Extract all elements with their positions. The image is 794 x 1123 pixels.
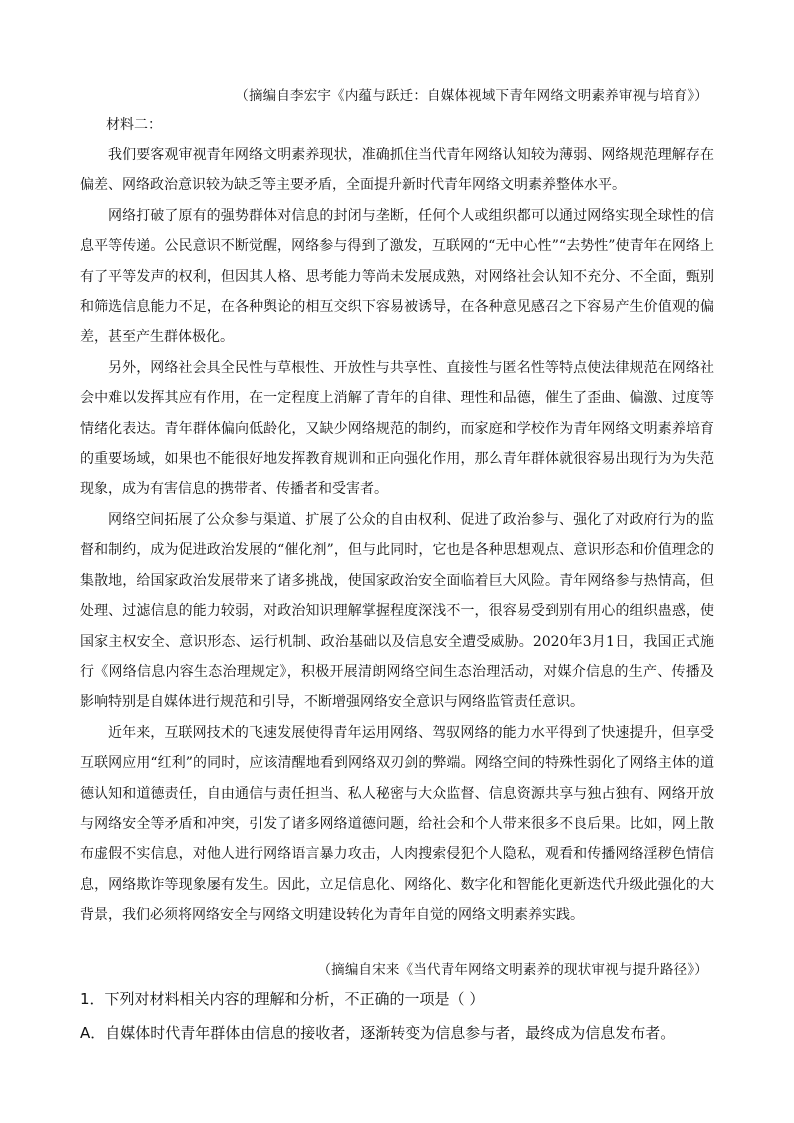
- question-1: 1．下列对材料相关内容的理解和分析，不正确的一项是（ ）: [80, 990, 485, 1008]
- paragraph-4: 网络空间拓展了公众参与渠道、扩展了公众的自由权利、促进了政治参与、强化了对政府行为的监督和制约，成为促进政治发展的“催化剂”，但与此同时，它也是各种思想观点、意识形态和价值理念的集散地，给国家政治发展带来了诸多挑战，使国家政治安全面临着巨大风险。青年网络参与热情高，但处理、过滤信息的能力较弱，对政治知识理解掌握程度深浅不一，很容易受到别有用心的组织蛊惑，使国家主权安全、意识形态、运行机制、政治基础以及信息安全遭受威胁。2020年3月1日，我国正式施行《网络信息内容生态治理规定》，积极开展清朗网络空间生态治理活动，对媒介信息的生产、传播及影响特别是自媒体进行规范和引导，不断增强网络安全意识与网络监管责任意识。: [80, 511, 714, 711]
- option-a[interactable]: A．自媒体时代青年群体由信息的接收者，逐渐转变为信息参与者，最终成为信息发布者。: [80, 1024, 676, 1042]
- material-label: 材料二：: [106, 117, 162, 133]
- source-citation-2: （摘编自宋来《当代青年网络文明素养的现状审视与提升路径》）: [317, 962, 708, 978]
- paragraph-1: 我们要客观审视青年网络文明素养现状，准确抓住当代青年网络认知较为薄弱、网络规范理解存在偏差、网络政治意识较为缺乏等主要矛盾，全面提升新时代青年网络文明素养整体水平。: [80, 147, 714, 194]
- paragraph-5: 近年来，互联网技术的飞速发展使得青年运用网络、驾驭网络的能力水平得到了快速提升，但享受互联网应用“红利”的同时，应该清醒地看到网络双刃剑的弊端。网络空间的特殊性弱化了网络主体的道德认知和道德责任，自由通信与责任担当、私人秘密与大众监督、信息资源共享与独占独有、网络开放与网络安全等矛盾和冲突，引发了诸多网络道德问题，给社会和个人带来很多不良后果。比如，网上散布虚假不实信息，对他人进行网络语言暴力攻击，人肉搜索侵犯个人隐私，观看和传播网络淫秽色情信息，网络欺诈等现象屡有发生。因此，立足信息化、网络化、数字化和智能化更新迭代升级此强化的大背景，我们必须将网络安全与网络文明建设转化为青年自觉的网络文明素养实践。: [80, 724, 714, 924]
- material-body: [80, 140, 714, 931]
- paragraph-2: 网络打破了原有的强势群体对信息的封闭与垄断，任何个人或组织都可以通过网络实现全球性的信息平等传递。公民意识不断觉醒，网络参与得到了激发，互联网的“无中心性”“去势性”使青年在网络上有了平等发声的权利，但因其人格、思考能力等尚未发展成熟，对网络社会认知不充分、不全面，甄别和筛选信息能力不足，在各种舆论的相互交织下容易被诱导，在各种意见感召之下容易产生价值观的偏差，甚至产生群体极化。: [80, 207, 714, 346]
- paragraph-3: 另外，网络社会具全民性与草根性、开放性与共享性、直接性与匿名性等特点使法律规范在网络社会中难以发挥其应有作用，在一定程度上消解了青年的自律、理性和品德，催生了歪曲、偏激、过度等情绪化表达。青年群体偏向低龄化，又缺少网络规范的制约，而家庭和学校作为青年网络文明素养培育的重要场域，如果也不能很好地发挥教育规训和正向强化作用，那么青年群体就很容易出现行为为失范现象，成为有害信息的携带者、传播者和受害者。: [80, 359, 714, 498]
- source-citation-1: （摘编自李宏宇《内蕴与跃迁：自媒体视域下青年网络文明素养审视与培育》）: [235, 88, 708, 104]
